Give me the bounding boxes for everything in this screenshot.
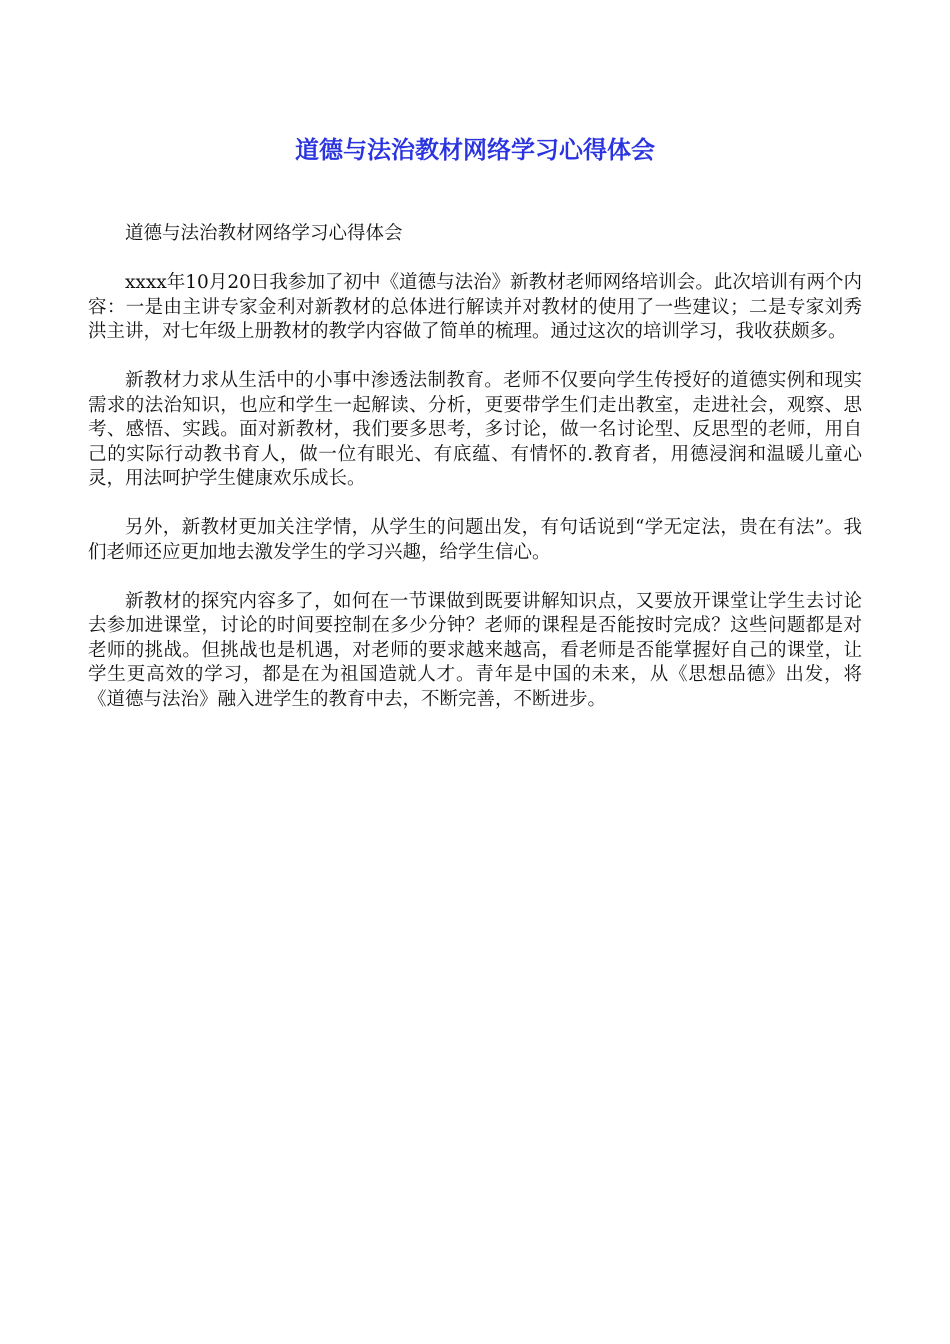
paragraph-new-textbook: 新教材力求从生活中的小事中渗透法制教育。老师不仅要向学生传授好的道德实例和现实需求的法治知识，也应和学生一起解读、分析，更要带学生们走出教室，走进社会，观察、思考、感悟、实践。面对新教材，我们要多思考，多讨论，做一名讨论型、反思型的老师，用自己的实际行动教书育人，做一位有眼光、有底蕴、有情怀的.教育者，用德浸润和温暖儿童心灵，用法呵护学生健康欢乐成长。 bbox=[88, 370, 862, 489]
paragraph-training-intro: xxxx年10月20日我参加了初中《道德与法治》新教材老师网络培训会。此次培训有两个内容：一是由主讲专家金利对新教材的总体进行解读并对教材的使用了一些建议；二是专家刘秀洪主讲，对七年级上册教材的教学内容做了简单的梳理。通过这次的培训学习，我收获颇多。 bbox=[88, 272, 862, 342]
paragraph-learning-situation: 另外，新教材更加关注学情，从学生的问题出发，有句话说到“学无定法，贵在有法”。我们老师还应更加地去激发学生的学习兴趣，给学生信心。 bbox=[88, 517, 862, 563]
paragraph-subtitle: 道德与法治教材网络学习心得体会 bbox=[125, 223, 403, 244]
paragraph-inquiry-content: 新教材的探究内容多了，如何在一节课做到既要讲解知识点，又要放开课堂让学生去讨论去参加进课堂，讨论的时间要控制在多少分钟？老师的课程是否能按时完成？这些问题都是对老师的挑战。但挑战也是机遇，对老师的要求越来越高，看老师是否能掌握好自己的课堂，让学生更高效的学习，都是在为祖国造就人才。青年是中国的未来，从《思想品德》出发，将《道德与法治》融入进学生的教育中去，不断完善，不断进步。 bbox=[88, 590, 862, 710]
document-body bbox=[88, 222, 862, 737]
document-title: 道德与法治教材网络学习心得体会 bbox=[295, 136, 655, 164]
